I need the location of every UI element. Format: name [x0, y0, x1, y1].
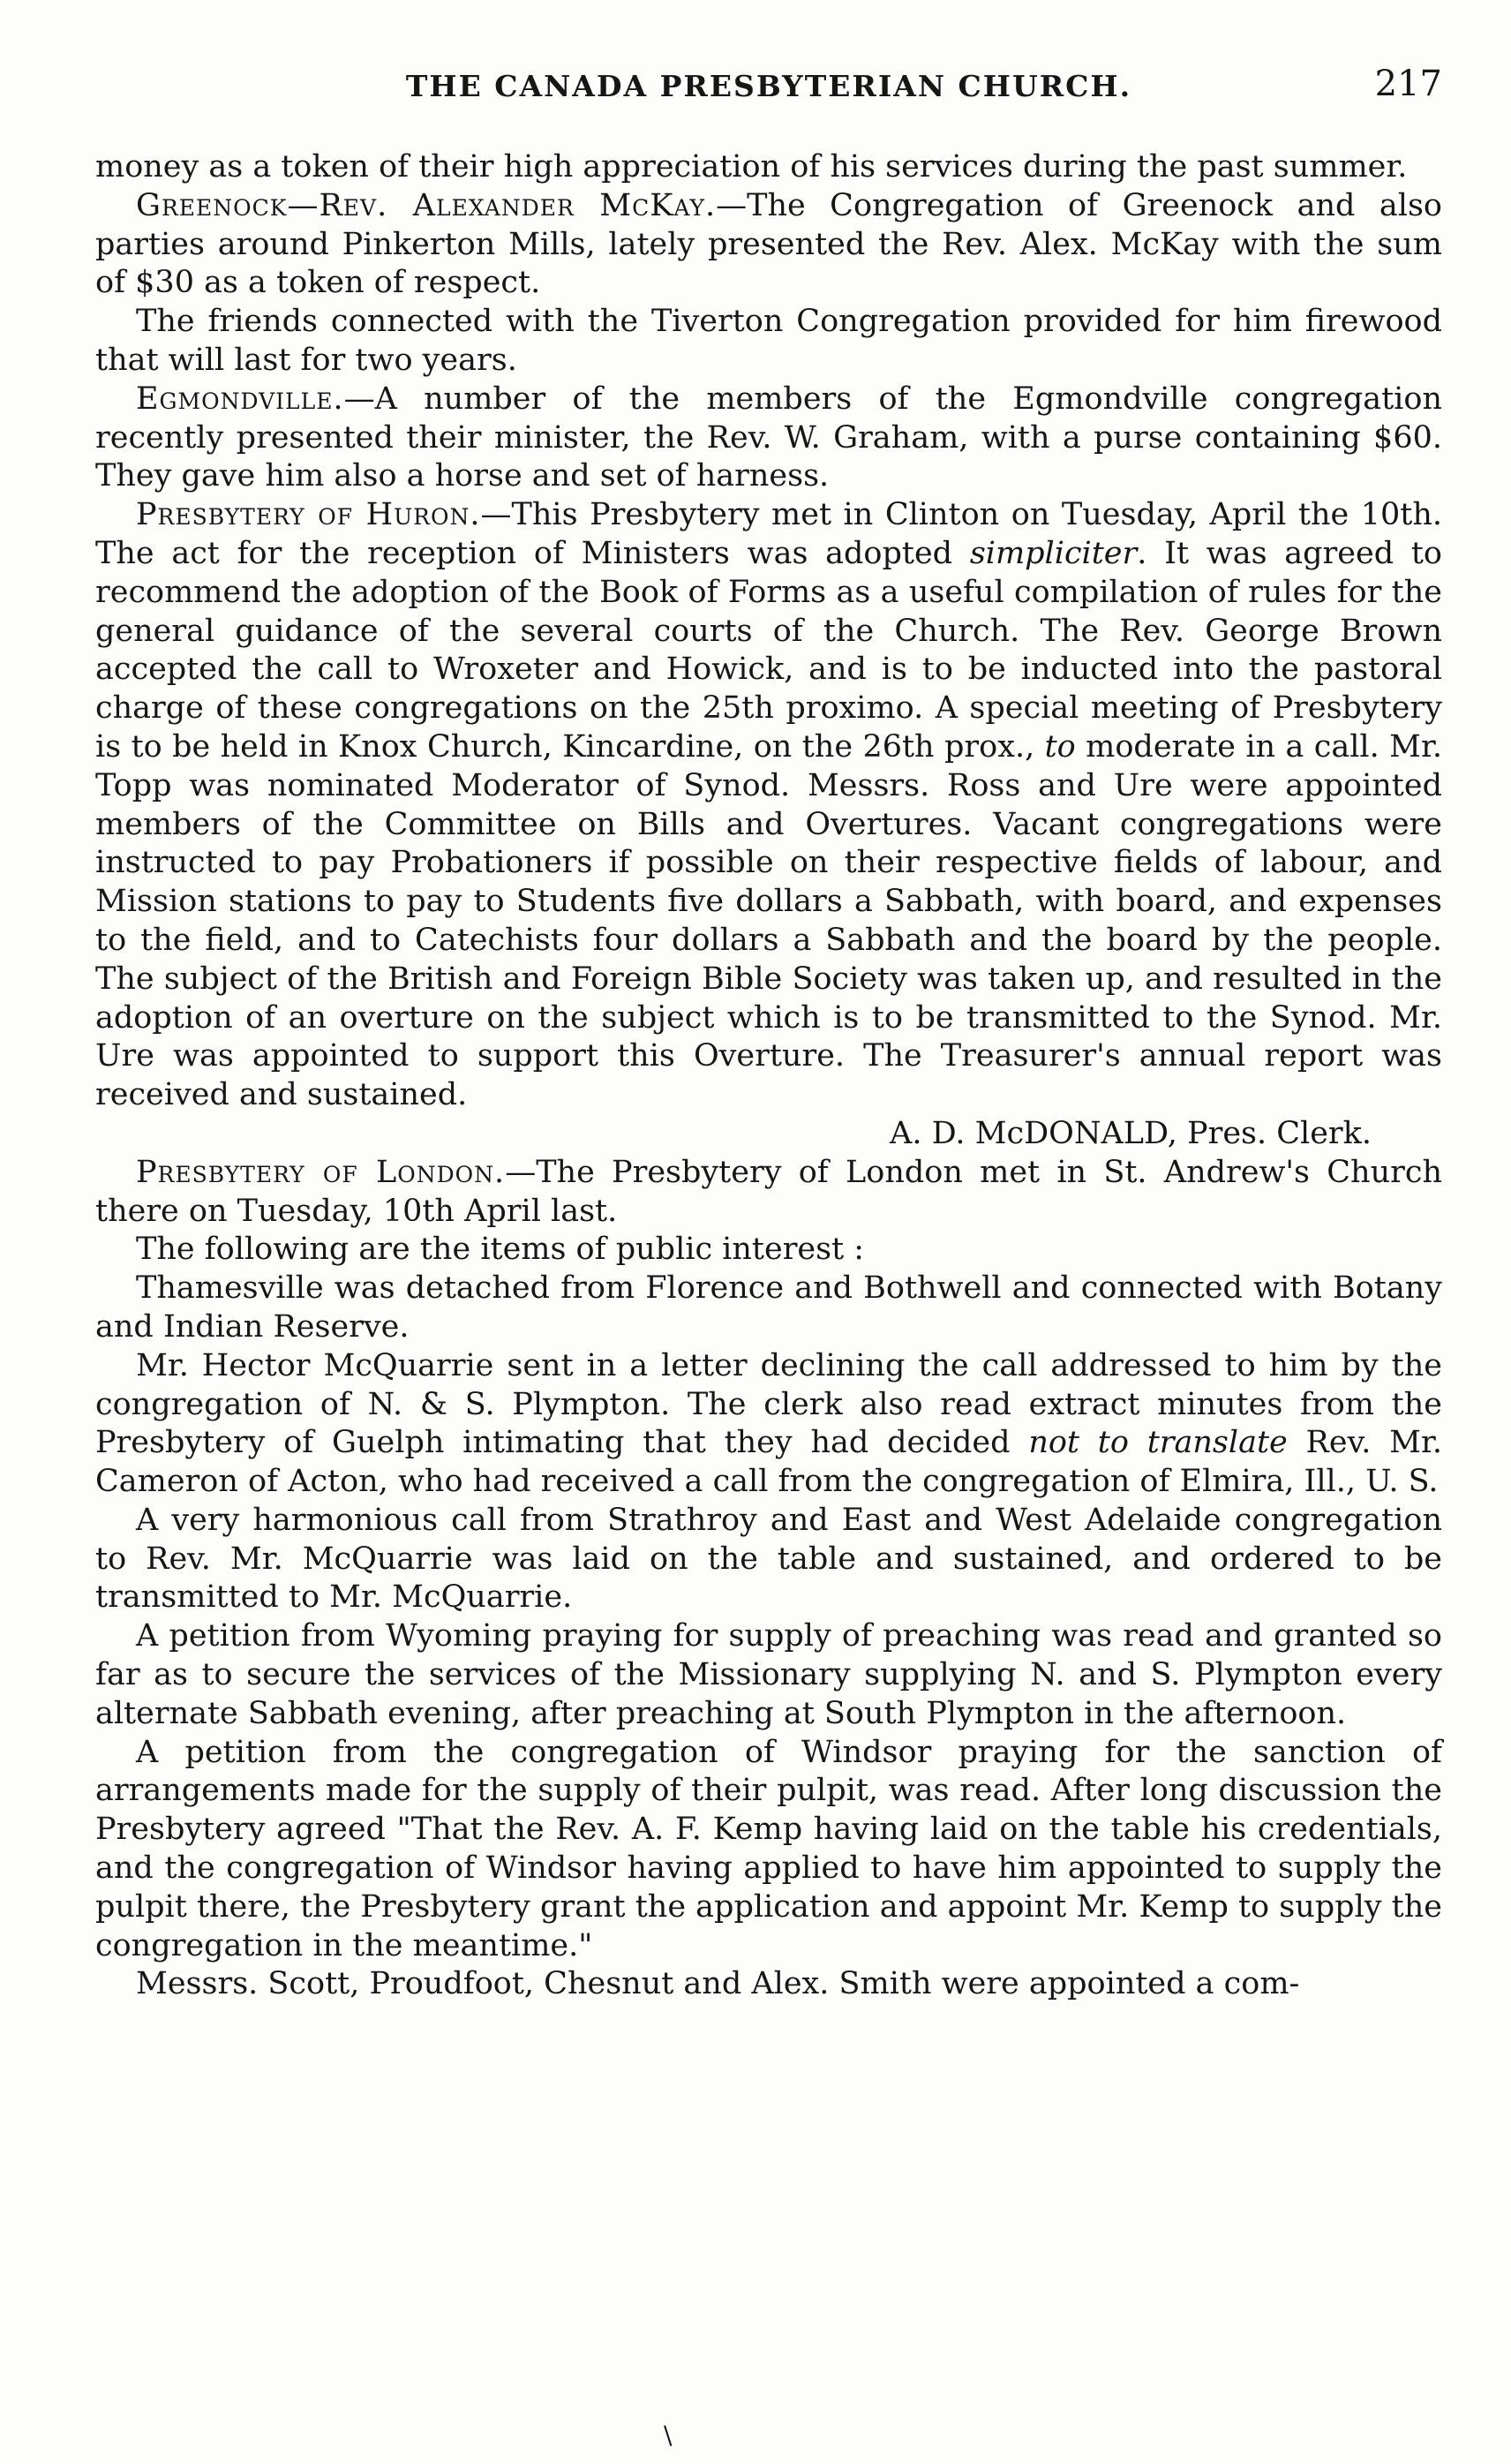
signature-text: A. D. McDONALD, Pres. Clerk. — [890, 1115, 1372, 1151]
paragraph-text: money as a token of their high appreciation of his services during the past summer. — [95, 149, 1408, 185]
italic-term: to — [1044, 728, 1076, 765]
paragraph-thamesville — [95, 1270, 1442, 1347]
paragraph-text: . It was agreed to recommend the adoption of the Book of Forms as a useful compilation of rules for the general guidance of the several courts of the Church. The Rev. George Brown accepted the call to Wroxeter and Howick, and is to be inducted into the pastoral charge of these congregations on the 25th proximo. A special meeting of Presbytery is to be held in Knox Church, Kincardine, on the 26th prox., — [95, 535, 1442, 765]
paragraph-text: The friends connected with the Tiverton Congregation provided for him firewood that will last for two years. — [95, 304, 1442, 378]
paragraph-greenock — [95, 187, 1442, 303]
running-header — [95, 64, 1442, 122]
italic-term: not to translate — [1028, 1425, 1288, 1461]
article-body — [95, 148, 1442, 2004]
section-heading-greenock: Greenock—Rev. Alexander McKay. — [136, 187, 717, 223]
paragraph-windsor-petition — [95, 1734, 1442, 1966]
section-heading-egmondville: Egmondville. — [136, 381, 344, 417]
paragraph-wyoming-petition — [95, 1617, 1442, 1733]
paragraph-tiverton — [95, 303, 1442, 381]
paragraph-text: —The Congregation of Greenock and also parties around Pinkerton Mills, lately presented the Rev. Alex. McKay with the sum of $30 as a token of respect. — [95, 187, 1442, 301]
section-heading-presbytery-london: Presbytery of London. — [136, 1154, 506, 1190]
paragraph-text: Thamesville was detached from Florence and Bothwell and connected with Botany and Indian Reserve. — [95, 1270, 1442, 1345]
paragraph-text: A very harmonious call from Strathroy and East and West Adelaide congregation to Rev. Mr. McQuarrie was laid on the table and sustained, and ordered to be transmitted to Mr. McQuarrie. — [95, 1502, 1442, 1616]
paragraph-presbytery-huron — [95, 496, 1442, 1115]
paragraph-text: The following are the items of public interest : — [136, 1232, 865, 1268]
clerk-signature — [95, 1115, 1442, 1154]
paragraph-text: Messrs. Scott, Proudfoot, Chesnut and Alex. Smith were appointed a com- — [136, 1966, 1300, 2002]
section-heading-presbytery-huron: Presbytery of Huron. — [136, 497, 481, 533]
running-title: THE CANADA PRESBYTERIAN CHURCH. — [405, 69, 1132, 103]
paragraph-text: Mr. Hector McQuarrie sent in a letter declining the call addressed to him by the congregation of N. & S. Plympton. The clerk also read extract minutes from the Presbytery of Guelph intimating that they had decided — [95, 1347, 1442, 1461]
paragraph-mcquarrie-letter — [95, 1347, 1442, 1502]
page-number: 217 — [1374, 64, 1442, 104]
paragraph-presbytery-london — [95, 1154, 1442, 1232]
paragraph-text: —A number of the members of the Egmondville congregation recently presented their minister, the Rev. W. Graham, with a purse containing $60. They gave him also a horse and set of harness. — [95, 381, 1442, 494]
paragraph-strathroy-call — [95, 1502, 1442, 1617]
paragraph-committee — [95, 1965, 1442, 2004]
paragraph-text: —The Presbytery of London met in St. Andrew's Church there on Tuesday, 10th April last. — [95, 1154, 1442, 1229]
paragraph-egmondville — [95, 381, 1442, 496]
paragraph-items-intro — [95, 1231, 1442, 1270]
paragraph-greenock-continuation — [95, 148, 1442, 187]
paragraph-text: Rev. Mr. Cameron of Acton, who had received a call from the congregation of Elmira, Ill., U. S. — [95, 1425, 1442, 1500]
footer-printer-mark: \ — [664, 2421, 673, 2450]
paragraph-text: A petition from Wyoming praying for supply of preaching was read and granted so far as to secure the services of the Missionary supplying N. and S. Plympton every alternate Sabbath evening, after preaching at South Plympton in the afternoon. — [95, 1618, 1442, 1731]
italic-term: simpliciter — [969, 535, 1138, 571]
paragraph-text: moderate in a call. Mr. Topp was nominated Moderator of Synod. Messrs. Ross and Ure were appointed members of the Committee on Bills and Overtures. Vacant congregations were instructed to pay Probationers if possible on their respective fields of labour, and Mission stations to pay to Students five dollars a Sabbath, with board, and expenses to the field, and to Catechists four dollars a Sabbath and the board by the people. The subject of the British and Foreign Bible Society was taken up, and resulted in the adoption of an overture on the subject which is to be transmitted to the Synod. Mr. Ure was appointed to support this Overture. The Treasurer's annual report was received and sustained. — [95, 728, 1442, 1113]
paragraph-text: A petition from the congregation of Windsor praying for the sanction of arrangements made for the supply of their pulpit, was read. After long discussion the Presbytery agreed "That the Rev. A. F. Kemp having laid on the table his credentials, and the congregation of Windsor having applied to have him appointed to supply the pulpit there, the Presbytery grant the application and appoint Mr. Kemp to supply the congregation in the meantime." — [95, 1734, 1442, 1963]
paragraph-text: —This Presbytery met in Clinton on Tuesday, April the 10th. The act for the reception of Ministers was adopted — [95, 497, 1443, 571]
